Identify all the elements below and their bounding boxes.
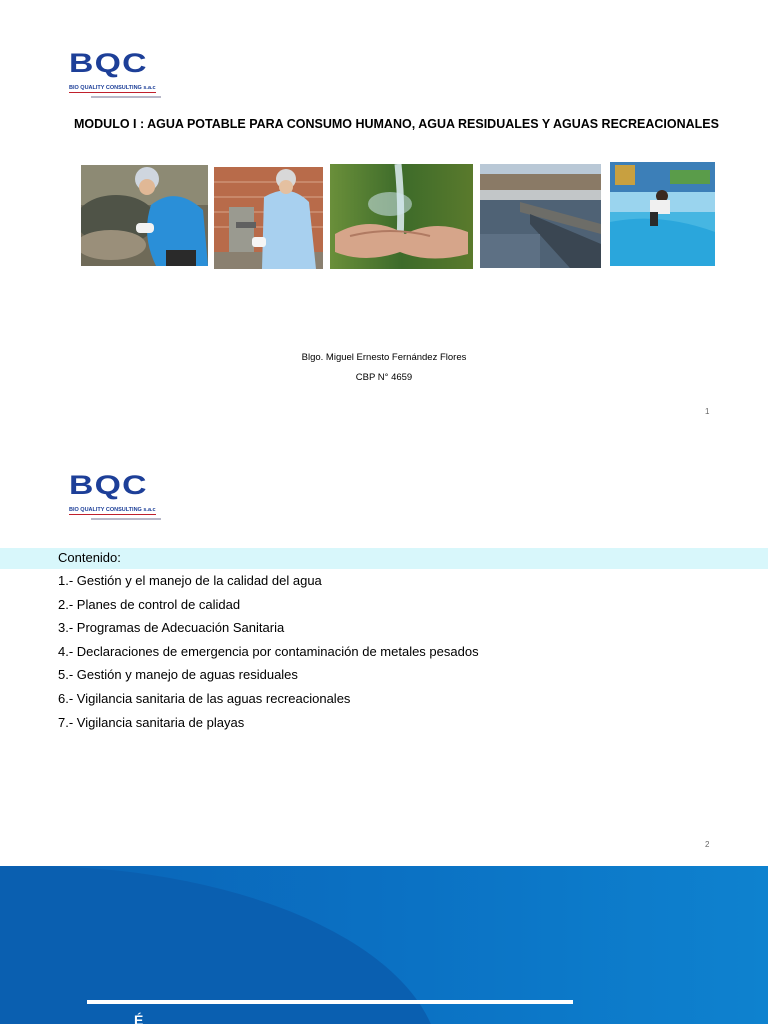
logo-tagline: BIO QUALITY CONSULTING s.a.c (69, 85, 156, 91)
logo-fine-print (91, 96, 161, 98)
slide-3 (0, 866, 768, 1024)
divider-line (87, 1000, 573, 1004)
author-name: Blgo. Miguel Ernesto Fernández Flores (301, 352, 467, 363)
bqc-logo (69, 472, 169, 520)
module-title: MODULO I : AGUA POTABLE PARA CONSUMO HUMANO, AGUA RESIDUALES Y AGUAS RECREACIONALES (74, 117, 719, 131)
contents-title: Contenido: (58, 550, 121, 565)
logo-fine-print (91, 518, 161, 520)
logo-tagline: BIO QUALITY CONSULTING s.a.c (69, 507, 156, 513)
photo-treatment-plant (480, 164, 601, 268)
photo-water-sampling-faucet (214, 167, 323, 269)
list-item: 4.- Declaraciones de emergencia por contaminación de metales pesados (58, 643, 479, 659)
slide-2 (0, 432, 768, 866)
logo-mark: BQC (69, 470, 148, 500)
slide-1 (0, 0, 768, 432)
partial-heading: É (134, 1012, 144, 1024)
list-item: 1.- Gestión y el manejo de la calidad del agua (58, 573, 322, 588)
photo-water-sampling-stream (81, 165, 208, 266)
photo-pool-inspection (610, 162, 715, 266)
cbp-number: CBP N° 4659 (355, 372, 413, 383)
contents-list (58, 572, 479, 737)
list-item: 5.- Gestión y manejo de aguas residuales (58, 667, 298, 683)
logo-mark: BQC (69, 48, 148, 78)
photo-hands-water (330, 164, 473, 269)
list-item: 2.- Planes de control de calidad (58, 596, 241, 612)
bqc-logo (69, 50, 169, 98)
page-number: 1 (705, 407, 710, 416)
list-item: 6.- Vigilancia sanitaria de las aguas recreacionales (58, 690, 351, 706)
list-item: 7.- Vigilancia sanitaria de playas (58, 714, 245, 730)
list-item: 3.- Programas de Adecuación Sanitaria (58, 620, 285, 636)
page-number: 2 (705, 840, 710, 849)
